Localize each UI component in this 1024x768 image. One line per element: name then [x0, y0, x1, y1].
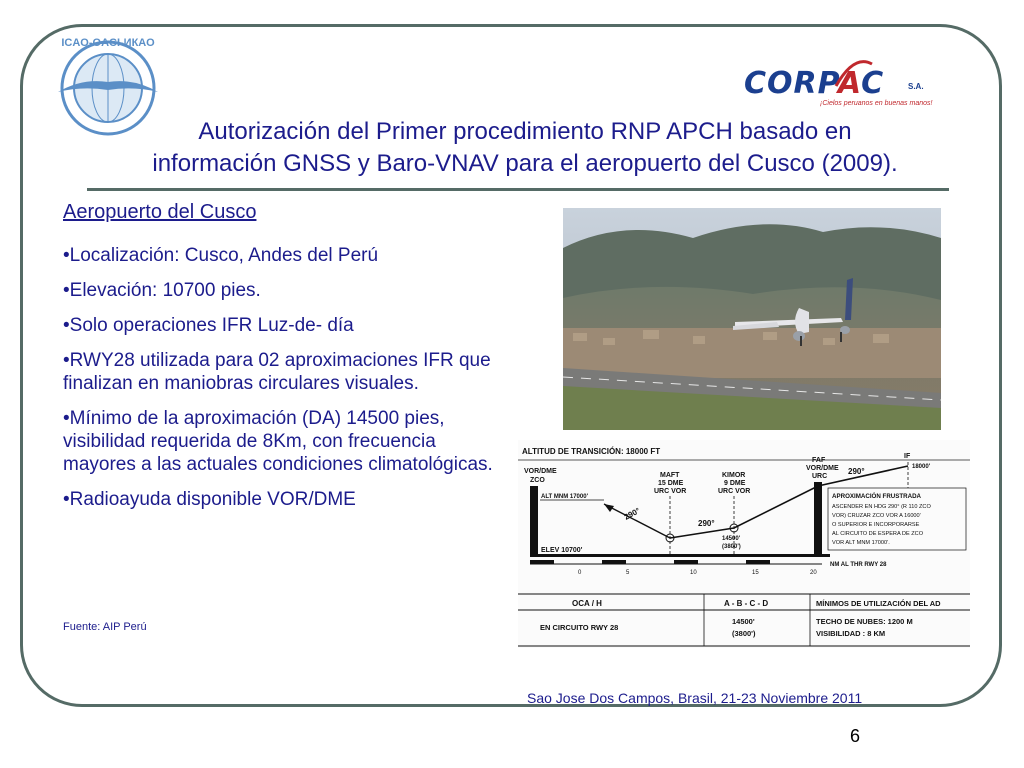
chart-visibilidad: VISIBILIDAD : 8 KM	[816, 629, 886, 638]
chart-techo: TECHO DE NUBES: 1200 M	[816, 617, 913, 626]
chart-alt-14500: 14500'	[722, 536, 741, 542]
chart-scale-5: 5	[626, 570, 630, 576]
chart-hdg-290-c: 290°	[848, 467, 865, 476]
chart-missed-title: APROXIMACIÓN FRUSTRADA	[832, 493, 922, 500]
bullet-minimum: •Mínimo de la aproximación (DA) 14500 pies, visibilidad requerida de 8Km, con frecuencia mayores a las actuales condiciones climatológicas.	[63, 408, 493, 475]
bullet-operations: •Solo operaciones IFR Luz-de- día	[63, 315, 354, 336]
chart-kimor-dme: 9 DME	[724, 480, 746, 487]
slide-title	[60, 116, 990, 180]
bullet-list	[63, 244, 503, 523]
chart-zco: ZCO	[530, 477, 545, 484]
chart-scale-20: 20	[810, 570, 817, 576]
chart-maft: MAFT	[660, 472, 680, 479]
chart-minimos: MÍNIMOS DE UTILIZACIÓN DEL AD	[816, 599, 941, 608]
title-line-2: información GNSS y Baro-VNAV para el aeropuerto del Cusco (2009).	[152, 150, 898, 177]
chart-missed-line-2: VOR) CRUZAR ZCO VOR A 16000'	[832, 513, 921, 519]
chart-faf: FAF	[812, 457, 826, 464]
chart-if-alt: 18000'	[912, 464, 931, 470]
chart-alt-mnm: ALT MNM 17000'	[541, 494, 588, 500]
chart-missed-line-5: VOR ALT MNM 17000'.	[832, 540, 890, 546]
chart-vor-label: VOR/DME	[524, 468, 557, 475]
bullet-location: •Localización: Cusco, Andes del Perú	[63, 245, 379, 266]
airport-photo	[563, 208, 941, 430]
chart-scale-0: 0	[578, 570, 582, 576]
title-divider	[87, 188, 949, 191]
corpac-tagline: ¡Cielos peruanos en buenas manos!	[820, 100, 933, 107]
chart-alt-3800: (3800')	[722, 544, 741, 550]
chart-maft-dme: 15 DME	[658, 480, 684, 487]
page-number: 6	[850, 726, 861, 746]
bullet-runway: •RWY28 utilizada para 02 aproximaciones IFR que finalizan en maniobras circulares visuales.	[63, 350, 491, 394]
chart-scale-10: 10	[690, 570, 697, 576]
chart-min-alt-h: (3800')	[732, 629, 756, 638]
source-note: Fuente: AIP Perú	[63, 621, 147, 633]
chart-hdg-290-a: 290°	[622, 506, 642, 522]
chart-kimor-urc: URC VOR	[718, 488, 751, 495]
chart-hdg-290-b: 290°	[698, 519, 715, 528]
chart-missed-line-1: ASCENDER EN HDG 290° (R 110 ZCO	[832, 504, 931, 510]
chart-oca-h: OCA / H	[572, 599, 602, 608]
section-heading: Aeropuerto del Cusco	[63, 201, 257, 223]
corpac-logo: CORPAC S.A. ¡Cielos peruanos en buenas manos!	[744, 60, 956, 110]
chart-faf-vor: VOR/DME	[806, 465, 839, 472]
bullet-navaid: •Radioayuda disponible VOR/DME	[63, 489, 356, 510]
approach-chart	[518, 440, 970, 648]
chart-missed-line-3: O SUPERIOR E INCORPORARSE	[832, 522, 920, 528]
title-line-1: Autorización del Primer procedimiento RNP APCH basado en	[198, 118, 852, 145]
chart-kimor: KIMOR	[722, 472, 746, 479]
chart-min-alt: 14500'	[732, 617, 755, 626]
chart-if: IF	[904, 453, 911, 460]
chart-missed-line-4: AL CIRCUITO DE ESPERA DE ZCO	[832, 531, 924, 537]
chart-circuito: EN CIRCUITO RWY 28	[540, 623, 619, 632]
icao-logo-text: ICAO-OACI-ИКАО	[61, 37, 155, 49]
chart-maft-urc: URC VOR	[654, 488, 687, 495]
chart-faf-urc: URC	[812, 473, 828, 480]
chart-nm-thr: NM AL THR RWY 28	[830, 562, 887, 568]
chart-elev: ELEV 10700'	[541, 547, 583, 554]
chart-abcd: A - B - C - D	[724, 599, 769, 608]
chart-scale-15: 15	[752, 570, 759, 576]
corpac-suffix: S.A.	[908, 82, 924, 91]
bullet-elevation: •Elevación: 10700 pies.	[63, 280, 261, 301]
event-footer: Sao Jose Dos Campos, Brasil, 21-23 Noviembre 2011	[527, 690, 863, 706]
chart-transition-altitude: ALTITUD DE TRANSICIÓN: 18000 FT	[522, 447, 661, 456]
